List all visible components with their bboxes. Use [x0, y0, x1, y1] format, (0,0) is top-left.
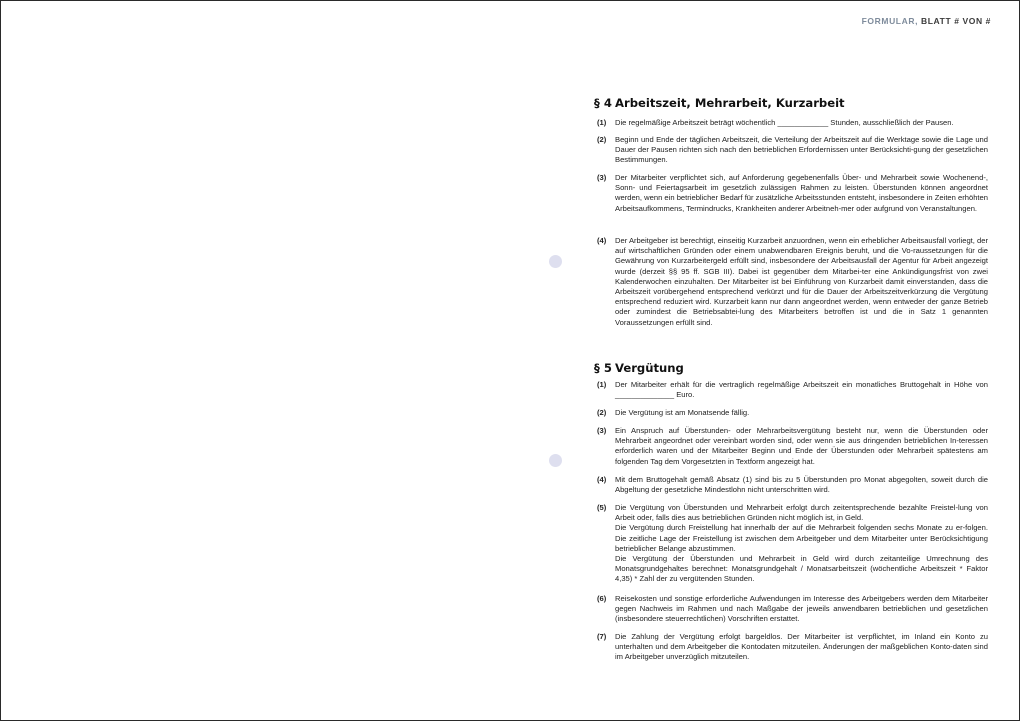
- clause: [594, 408, 992, 418]
- clause-text: Die regelmäßige Arbeitszeit beträgt wöchentlich ____________ Stunden, ausschließlich der Pausen.: [615, 118, 954, 127]
- clause-text: Die Vergütung von Überstunden und Mehrarbeit erfolgt durch zeitentsprechende bezahlte Freistel-lung von Arbeit oder, falls dies aus betrieblichen Gründen nicht möglich ist, in Geld. Die Vergütung durch Freistellung hat innerhalb der auf die Mehrarbeit folgenden sechs Monate zu er-folgen. Die zeitliche Lage der Freistellung ist zwischen dem Arbeitgeber und dem Mitarbeiter unter Berücksichtigung betrieblicher Belange abzustimmen. Die Vergütung der Überstunden und Mehrarbeit in Geld wird durch zeitanteilige Umrechnung des Monatsgrundgehaltes berechnet: Monatsgrundgehalt / Monatsarbeitszeit (wöchentliche Arbeitszeit * Faktor 4,35) * Zahl der zu vergütenden Stunden.: [615, 503, 988, 584]
- clause-number: (3): [597, 426, 607, 435]
- clause-text: Die Zahlung der Vergütung erfolgt bargeldlos. Der Mitarbeiter ist verpflichtet, im Inland ein Konto zu unterhalten und dem Arbeitgeber die Kontodaten mitzuteilen. Änderungen der maßgeblichen Konto-daten sind im Arbeitgeber unverzüglich mitzuteilen.: [615, 632, 988, 662]
- page-header: [862, 16, 991, 26]
- clause: [594, 503, 992, 585]
- section-title: Arbeitszeit, Mehrarbeit, Kurzarbeit: [615, 96, 845, 110]
- clause-text: Ein Anspruch auf Überstunden- oder Mehrarbeitsvergütung besteht nur, wenn die Überstunden oder Mehrarbeit angeordnet oder vereinbart worden sind, oder wenn sie aus dringenden betrieblichen In-teressen erforderlich waren und der Mitarbeiter Beginn und Ende der Überstunden oder Mehrarbeit spätestens am folgenden Tag dem Vorgesetzten in Textform angezeigt hat.: [615, 426, 988, 466]
- header-form-label: FORMULAR,: [861, 16, 919, 26]
- clause: [594, 135, 992, 166]
- clause-text: Der Mitarbeiter verpflichtet sich, auf Anforderung gegebenenfalls Über- und Mehrarbeit sowie Wochenend-, Sonn- und Feiertagsarbeit im gesetzlich zulässigen Rahmen zu leisten. Überstunden können angeordnet werden, wenn ein betrieblicher Bedarf für zusätzliche Arbeitsstunden entsteht, insbesondere in Zeiten erhöhten Arbeitsaufkommens, Termindrucks, Krankheiten anderer Arbeitneh-mer oder aufgrund von Veranstaltungen.: [615, 173, 988, 213]
- punch-hole-marker: [549, 255, 562, 268]
- clause: [594, 236, 992, 328]
- clause-number: (7): [597, 632, 607, 641]
- clause-number: (2): [597, 408, 607, 417]
- clause: [594, 426, 992, 467]
- clause-text: Der Arbeitgeber ist berechtigt, einseitig Kurzarbeit anzuordnen, wenn ein erheblicher Arbeitsausfall vorliegt, der auf wirtschaftlichen Gründen oder einem unabwendbaren Ereignis beruht, und die Vo-raussetzungen für die Gewährung von Kurzarbeitergeld erfüllt sind, insbesondere der Arbeitsausfall der Agentur für Arbeit angezeigt wurde (derzeit §§ 95 ff. SGB III). Dabei ist gegenüber dem Mitarbei-ter eine Ankündigungsfrist von zwei Kalenderwochen einzuhalten. Der Mitarbeiter ist bei Einführung von Kurzarbeit damit einverstanden, dass die Arbeitszeit vorübergehend entsprechend verkürzt und für die Dauer der Arbeitszeitverkürzung die Vergütung entsprechend reduziert wird. Kurzarbeit kann nur dann angeordnet werden, wenn entweder der ganze Betrieb oder zumindest die Betriebsabtei-lung des Mitarbeiters betroffen ist und die in Satz 1 genannten Voraussetzungen erfüllt sind.: [615, 236, 988, 327]
- header-sheet-label: BLATT # VON #: [921, 16, 991, 26]
- clause: [594, 173, 992, 214]
- section-heading-5: [594, 361, 684, 375]
- clause-text: Der Mitarbeiter erhält für die vertraglich regelmäßige Arbeitszeit ein monatliches Bruttogehalt in Höhe von ______________ Euro.: [615, 380, 988, 400]
- clause: [594, 632, 992, 663]
- clause-number: (4): [597, 475, 607, 484]
- clause-number: (1): [597, 118, 607, 127]
- section-title: Vergütung: [615, 361, 684, 375]
- clause-text: Mit dem Bruttogehalt gemäß Absatz (1) sind bis zu 5 Überstunden pro Monat abgegolten, soweit durch die Abgeltung der gesetzliche Mindestlohn nicht unterschritten wird.: [615, 475, 988, 495]
- clause-number: (2): [597, 135, 607, 144]
- punch-hole-marker: [549, 454, 562, 467]
- clause-text: Die Vergütung ist am Monatsende fällig.: [615, 408, 750, 417]
- clause-text: Beginn und Ende der täglichen Arbeitszeit, die Verteilung der Arbeitszeit auf die Werktage sowie die Lage und Dauer der Pausen richten sich nach den betrieblichen Erfordernissen unter Berücksichti-gung der gesetzlichen Bestimmungen.: [615, 135, 988, 165]
- clause-number: (6): [597, 594, 607, 603]
- section-heading-4: [594, 96, 845, 110]
- clause: [594, 594, 992, 625]
- section-number: § 5: [594, 361, 612, 375]
- clause: [594, 118, 992, 128]
- clause: [594, 380, 992, 400]
- clause-number: (5): [597, 503, 607, 512]
- clause-number: (1): [597, 380, 607, 389]
- clause-text: Reisekosten und sonstige erforderliche Aufwendungen im Interesse des Arbeitgebers werden dem Mitarbeiter gegen Nachweis im Rahmen und nach Maßgabe der jeweils anwendbaren betrieblichen und gesetzlichen (insbesondere steuerrechtlichen) Vorschriften erstattet.: [615, 594, 988, 624]
- clause-number: (3): [597, 173, 607, 182]
- clause-number: (4): [597, 236, 607, 245]
- section-number: § 4: [594, 96, 612, 110]
- clause: [594, 475, 992, 495]
